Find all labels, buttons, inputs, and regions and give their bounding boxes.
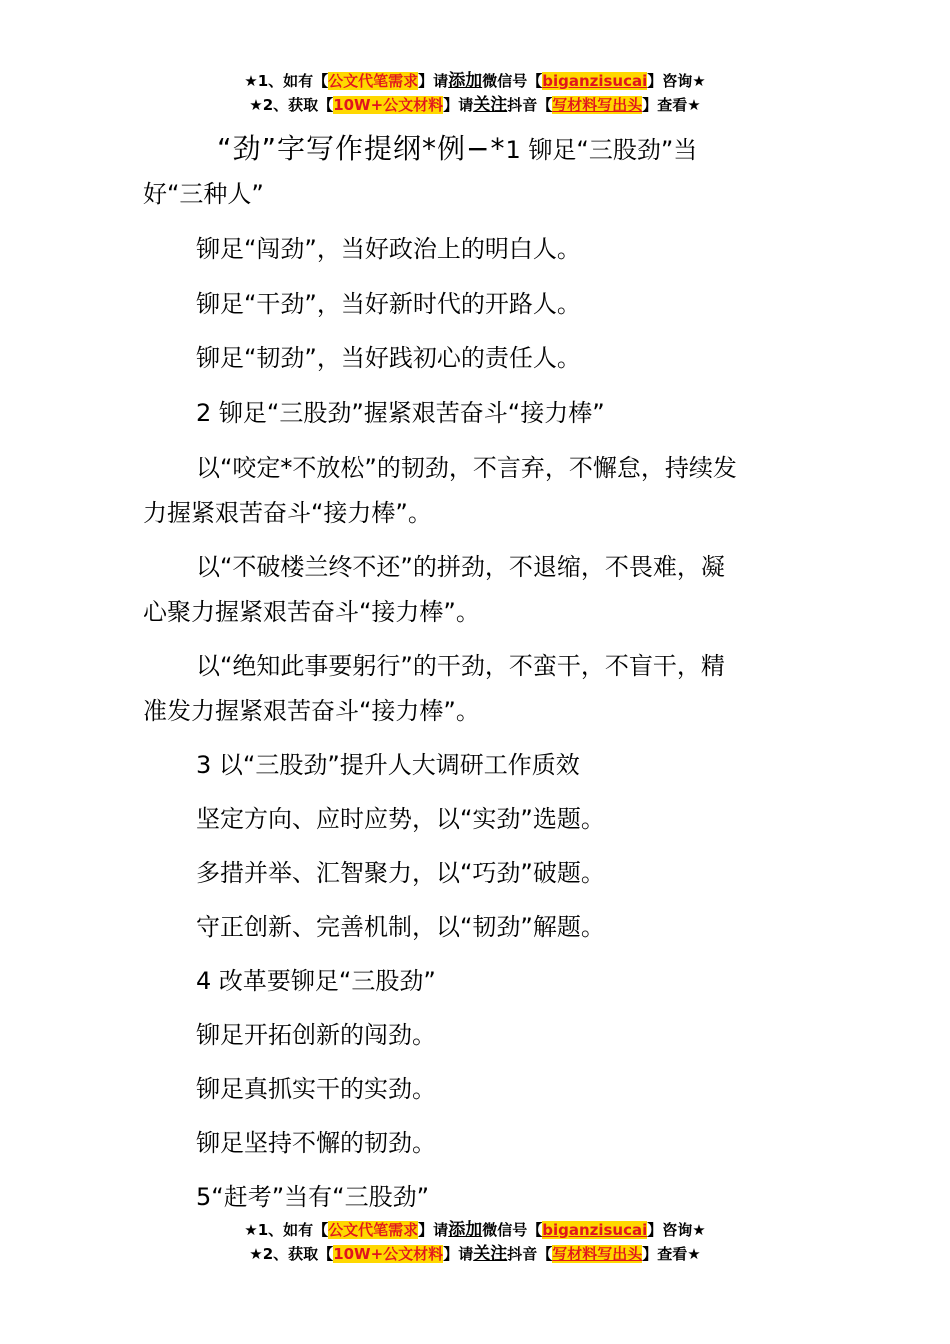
section-heading: 2 铆足“三股劲”握紧艰苦奋斗“接力棒” [196, 399, 605, 427]
title-continuation: 好“三种人” [143, 180, 264, 208]
paragraph: 以“绝知此事要躬行”的干劲，不蛮干，不盲干，精 [196, 652, 725, 680]
ad-highlight-service: 公文代笔需求 [328, 72, 419, 90]
paragraph: 铆足“干劲”，当好新时代的开路人。 [196, 290, 581, 318]
ad-text: ★2、获取【 [249, 96, 334, 114]
ad-emphasis: 添加 [448, 71, 483, 91]
ad-text: 微信号【 [482, 72, 543, 90]
ad-text: ★1、如有【 [244, 1221, 329, 1239]
section-heading: 3 以“三股劲”提升人大调研工作质效 [196, 751, 580, 779]
ad-text: 抖音【 [507, 1245, 553, 1263]
paragraph: 铆足坚持不懈的韧劲。 [196, 1129, 436, 1157]
ad-text: 抖音【 [507, 96, 553, 114]
paragraph-continuation: 准发力握紧艰苦奋斗“接力棒”。 [143, 697, 480, 725]
ad-highlight-wechat-id[interactable]: biganzisucai [542, 72, 648, 90]
ad-text: 】请 [443, 1245, 474, 1263]
ad-text: 】咨询★ [647, 1221, 706, 1239]
ad-text: 】查看★ [642, 96, 701, 114]
title-rest: 1 铆足“三股劲”当 [505, 136, 698, 164]
ad-text: 】请 [418, 1221, 449, 1239]
paragraph: 铆足“韧劲”，当好践初心的责任人。 [196, 344, 581, 372]
ad-highlight-materials: 10W+公文材料 [333, 96, 444, 114]
ad-line-2-top [0, 94, 950, 116]
ad-emphasis: 添加 [448, 1220, 483, 1240]
document-title [217, 127, 697, 167]
ad-text: 】请 [443, 96, 474, 114]
ad-text: 】请 [418, 72, 449, 90]
ad-line-1-bottom [0, 1219, 950, 1241]
ad-text: 微信号【 [482, 1221, 543, 1239]
ad-emphasis: 关注 [473, 1244, 508, 1264]
paragraph: 坚定方向、应时应势，以“实劲”选题。 [196, 805, 605, 833]
ad-highlight-douyin[interactable]: 写材料写出头 [552, 96, 643, 114]
ad-line-1-top [0, 70, 950, 92]
ad-line-2-bottom [0, 1243, 950, 1265]
paragraph: 以“不破楼兰终不还”的拼劲，不退缩，不畏难，凝 [196, 553, 725, 581]
ad-highlight-douyin[interactable]: 写材料写出头 [552, 1245, 643, 1263]
paragraph: 以“咬定*不放松”的韧劲，不言弃，不懈怠，持续发 [196, 454, 737, 482]
paragraph-continuation: 心聚力握紧艰苦奋斗“接力棒”。 [143, 598, 480, 626]
ad-emphasis: 关注 [473, 95, 508, 115]
section-heading: 4 改革要铆足“三股劲” [196, 967, 436, 995]
ad-text: ★1、如有【 [244, 72, 329, 90]
title-main: “劲”字写作提纲*例−* [217, 132, 506, 165]
ad-text: ★2、获取【 [249, 1245, 334, 1263]
ad-highlight-wechat-id[interactable]: biganzisucai [542, 1221, 648, 1239]
ad-text: 】查看★ [642, 1245, 701, 1263]
paragraph-continuation: 力握紧艰苦奋斗“接力棒”。 [143, 499, 432, 527]
ad-highlight-materials: 10W+公文材料 [333, 1245, 444, 1263]
section-heading: 5“赶考”当有“三股劲” [196, 1183, 430, 1211]
ad-text: 】咨询★ [647, 72, 706, 90]
ad-highlight-service: 公文代笔需求 [328, 1221, 419, 1239]
paragraph: 多措并举、汇智聚力，以“巧劲”破题。 [196, 859, 605, 887]
paragraph: 铆足“闯劲”，当好政治上的明白人。 [196, 235, 581, 263]
paragraph: 铆足真抓实干的实劲。 [196, 1075, 436, 1103]
paragraph: 铆足开拓创新的闯劲。 [196, 1021, 436, 1049]
paragraph: 守正创新、完善机制，以“韧劲”解题。 [196, 913, 605, 941]
